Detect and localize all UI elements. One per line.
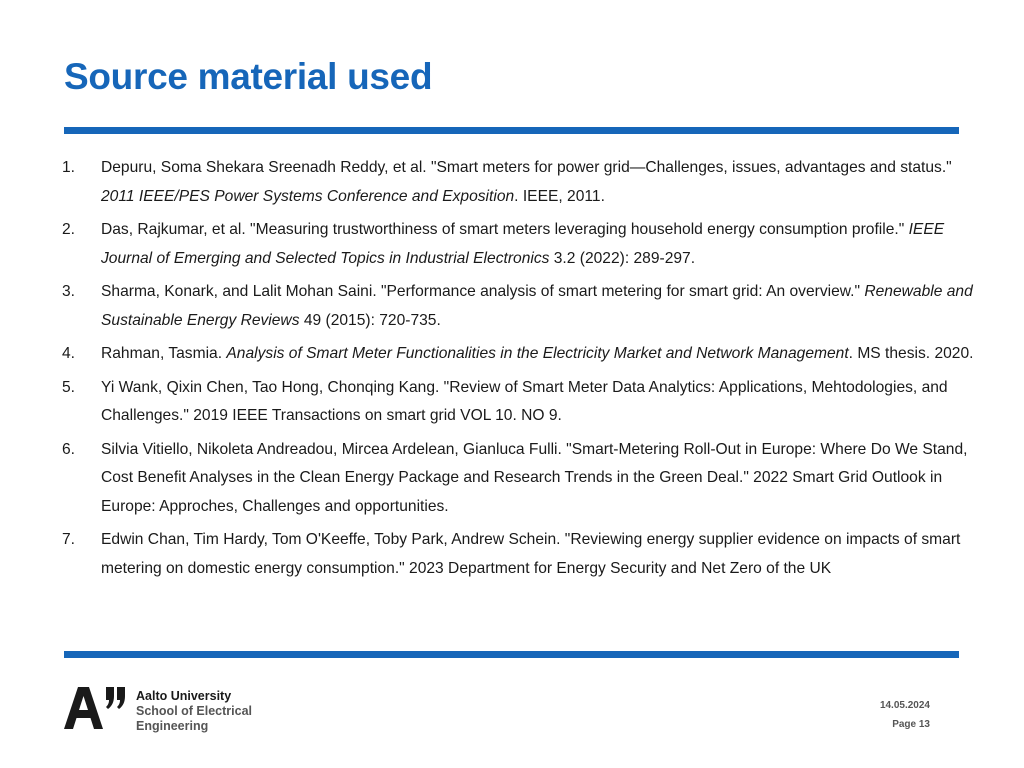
reference-number: 3.: [62, 283, 76, 300]
reference-number: 1.: [62, 159, 76, 176]
bottom-divider: [64, 651, 959, 658]
reference-number: 7.: [62, 531, 76, 548]
top-divider: [64, 127, 959, 134]
reference-text: Rahman, Tasmia.: [101, 345, 227, 362]
reference-text: Depuru, Soma Shekara Sreenadh Reddy, et al. "Smart meters for power grid—Challenges, issues, advantages and status.": [101, 159, 952, 176]
reference-item: [62, 216, 982, 273]
reference-item: [62, 278, 982, 335]
aalto-a-mark-icon: [64, 686, 128, 730]
reference-details: 3.2 (2022): 289-297.: [549, 249, 696, 267]
reference-venue: 2011 IEEE/PES Power Systems Conference and Exposition: [101, 187, 515, 205]
department-name: School of Electrical Engineering: [136, 704, 253, 733]
reference-item: [62, 374, 982, 431]
reference-item: [62, 340, 982, 369]
slide-date: 14.05.2024: [879, 700, 930, 711]
reference-details: . IEEE, 2011.: [514, 187, 605, 205]
slide-title: Source material used: [64, 56, 433, 97]
page-number: Page 13: [892, 719, 930, 730]
reference-number: 5.: [62, 378, 76, 396]
university-name: Aalto University: [136, 689, 232, 703]
reference-text: Sharma, Konark, and Lalit Mohan Saini. "Performance analysis of smart metering for smart grid: An overview.": [101, 283, 865, 300]
reference-details: . MS thesis. 2020.: [848, 345, 974, 362]
reference-venue: IEEE Journal of Emerging and Selected Topics in Industrial Electronics: [101, 221, 945, 267]
reference-number: 6.: [62, 440, 76, 458]
reference-number: 2.: [62, 221, 76, 238]
reference-venue: Analysis of Smart Meter Functionalities in the Electricity Market and Network Management: [226, 345, 849, 362]
aalto-logo: [64, 686, 276, 734]
reference-details: 49 (2015): 720-735.: [299, 311, 441, 329]
reference-text: Edwin Chan, Tim Hardy, Tom O'Keeffe, Toby Park, Andrew Schein. "Reviewing energy supplier evidence on impacts of smart metering on domestic energy consumption." 2023 Department for Energy Security and Net Zero of the UK: [101, 531, 961, 577]
reference-item: [62, 154, 982, 211]
reference-text: Yi Wank, Qixin Chen, Tao Hong, Chonqing Kang. "Review of Smart Meter Data Analytics: Applications, Mehtodologies, and Challenges." 2019 IEEE Transactions on smart grid VOL 10. NO 9.: [101, 378, 948, 424]
reference-number: 4.: [62, 345, 76, 362]
reference-text: Das, Rajkumar, et al. "Measuring trustworthiness of smart meters leveraging household energy consumption profile.": [101, 221, 909, 238]
reference-item: [62, 526, 982, 583]
reference-venue: Renewable and Sustainable Energy Reviews: [101, 283, 973, 329]
reference-item: [62, 436, 982, 522]
reference-list: [62, 154, 982, 588]
reference-text: Silvia Vitiello, Nikoleta Andreadou, Mircea Ardelean, Gianluca Fulli. "Smart-Metering Roll-Out in Europe: Where Do We Stand, Cost Benefit Analyses in the Clean Energy Package and Research Trends in the Green Deal." 2022 Smart Grid Outlook in Europe: Approches, Challenges and opportunities.: [101, 440, 968, 515]
